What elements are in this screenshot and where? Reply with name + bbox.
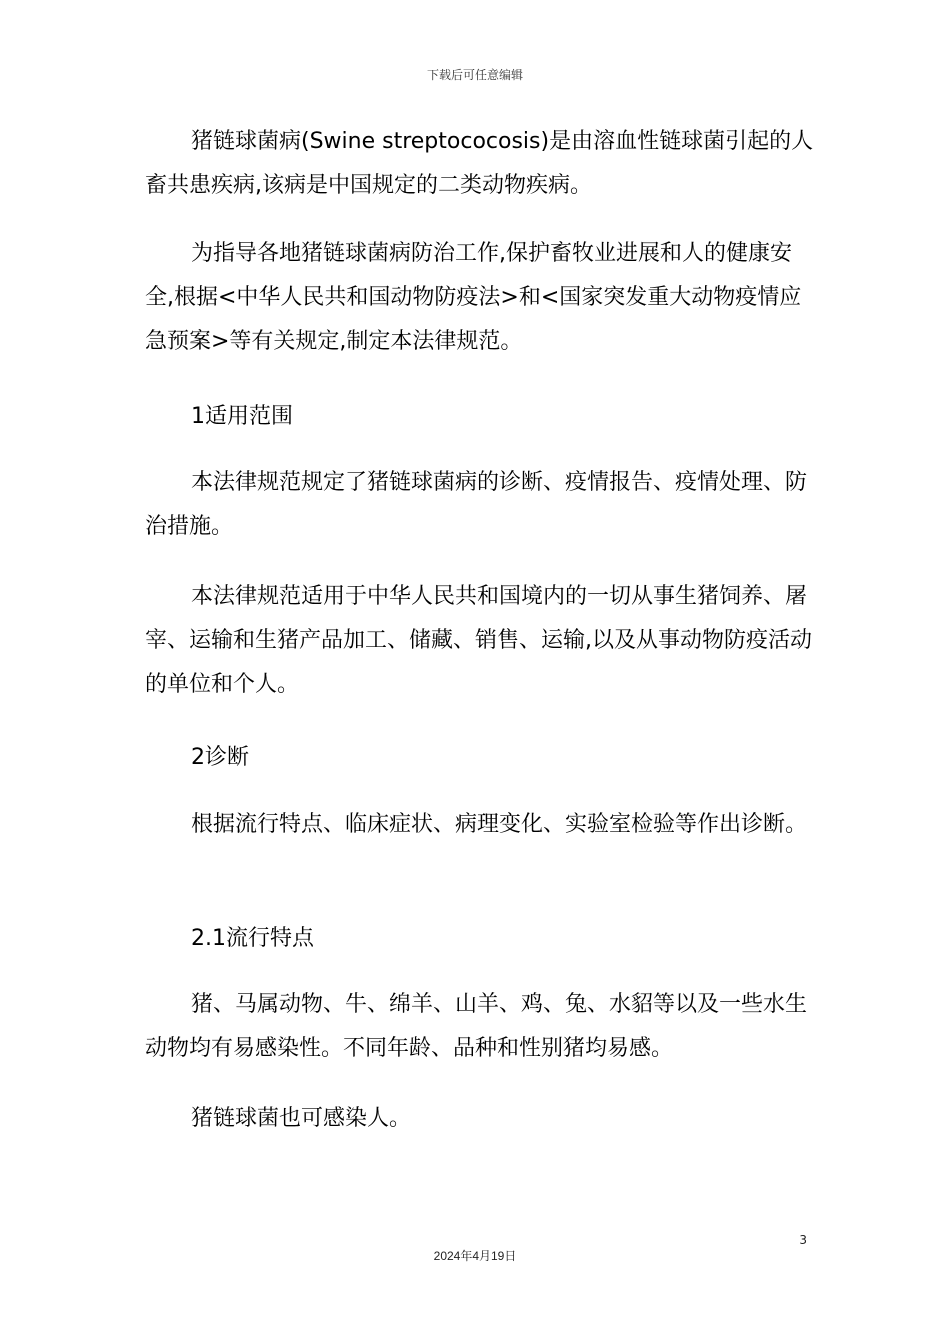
footer-date: 2024年4月19日 (433, 1249, 517, 1263)
section-heading-diagnosis: 2诊断 (191, 745, 249, 770)
page-header: 下载后可任意编辑 (426, 68, 523, 82)
paragraph-diagnosis: 根据流行特点、临床症状、病理变化、实验室检验等作出诊断。 (191, 812, 808, 837)
paragraph-intro: 猪链球菌病(Swine streptococosis)是由溶血性链球菌引起的人畜共患疾病,该病是中国规定的二类动物疾病。 (145, 129, 814, 198)
paragraph-scope-content: 本法律规范规定了猪链球菌病的诊断、疫情报告、疫情处理、防治措施。 (145, 470, 808, 539)
section-heading-epidemiology: 2.1流行特点 (191, 926, 314, 951)
page-number: 3 (799, 1233, 807, 1247)
paragraph-susceptible-animals: 猪、马属动物、牛、绵羊、山羊、鸡、兔、水貂等以及一些水生动物均有易感染性。不同年龄、品种和性别猪均易感。 (145, 992, 808, 1061)
paragraph-purpose: 为指导各地猪链球菌病防治工作,保护畜牧业进展和人的健康安全,根据<中华人民共和国动物防疫法>和<国家突发重大动物疫情应急预案>等有关规定,制定本法律规范。 (145, 241, 802, 354)
paragraph-scope-applicability: 本法律规范适用于中华人民共和国境内的一切从事生猪饲养、屠宰、运输和生猪产品加工、储藏、销售、运输,以及从事动物防疫活动的单位和个人。 (145, 584, 812, 697)
section-heading-scope: 1适用范围 (191, 404, 293, 429)
paragraph-human-infection: 猪链球菌也可感染人。 (191, 1106, 412, 1131)
